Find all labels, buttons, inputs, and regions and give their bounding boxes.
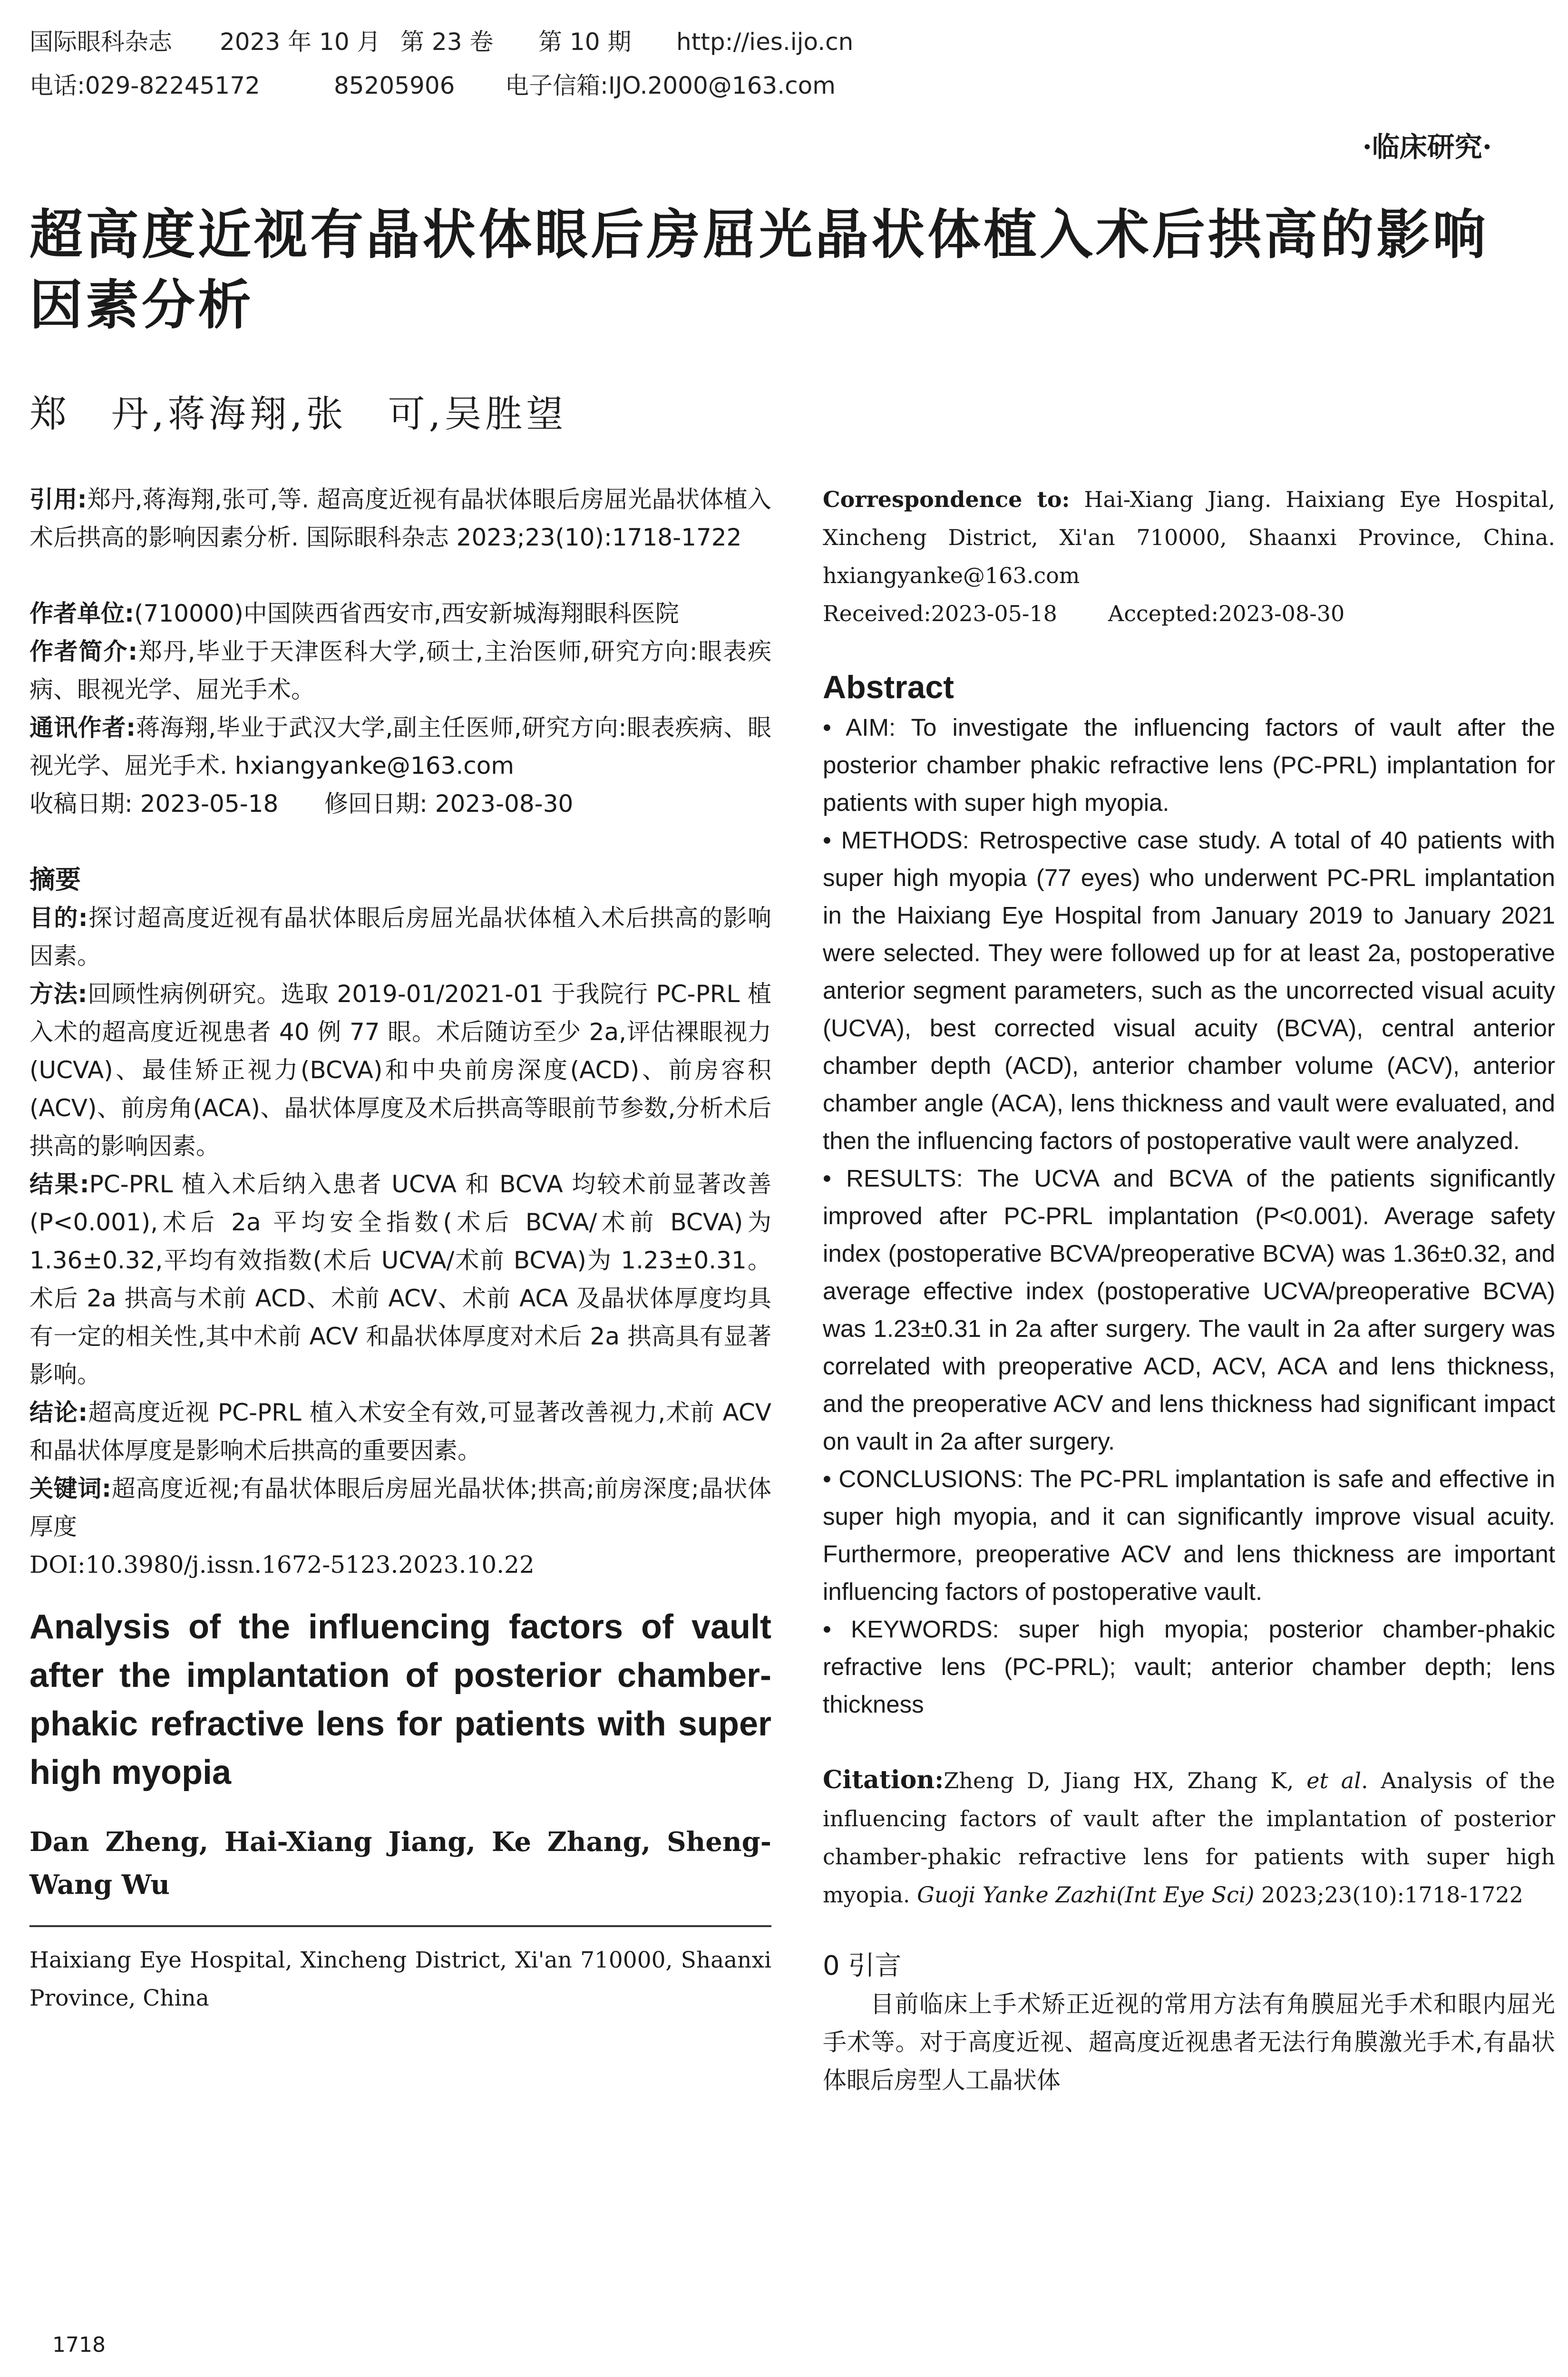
intro-text: 目前临床上手术矫正近视的常用方法有角膜屈光手术和眼内屈光手术等。对于高度近视、超高度近视患者无法行角膜激光手术,有晶状体眼后房型人工晶状体 xyxy=(823,1990,1555,2094)
cn-methods: 方法:回顾性病例研究。选取 2019-01/2021-01 于我院行 PC-PRL 植入术的超高度近视患者 40 例 77 眼。术后随访至少 2a,评估裸眼视力(UCVA)、最佳矫正视力(BCVA)和中央前房深度(ACD)、前房容积(ACV)、前房角(ACA)、晶状体厚度及术后拱高等眼前节参数,分析术后拱高的影响因素。 xyxy=(29,980,771,1160)
cite-block: 引用:郑丹,蒋海翔,张可,等. 超高度近视有晶状体眼后房屈光晶状体植入术后拱高的影响因素分析. 国际眼科杂志 2023;23(10):1718-1722 xyxy=(29,486,772,551)
dates: 收稿日期: 2023-05-18 修回日期: 2023-08-30 xyxy=(29,790,574,818)
english-affiliation: Haixiang Eye Hospital, Xincheng District, Xi'an 710000, Shaanxi Province, China xyxy=(29,1947,771,2011)
phone: 电话:029-82245172 xyxy=(29,72,260,99)
page-number: 1718 xyxy=(52,2333,106,2357)
cn-keywords: 关键词:超高度近视;有晶状体眼后房屈光晶状体;拱高;前房深度;晶状体厚度 xyxy=(29,1475,771,1540)
issue-date: 2023 年 10 月 xyxy=(220,28,381,56)
paper-title: 超高度近视有晶状体眼后房屈光晶状体植入术后拱高的影响因素分析 xyxy=(29,204,1489,336)
journal-header-line1 xyxy=(29,23,853,57)
cn-conclusion: 结论:超高度近视 PC-PRL 植入术安全有效,可显著改善视力,术前 ACV 和晶状体厚度是影响术后拱高的重要因素。 xyxy=(29,1399,771,1464)
author-list: 郑 丹,蒋海翔,张 可,吴胜望 xyxy=(29,393,567,436)
doi[interactable]: DOI:10.3980/j.issn.1672-5123.2023.10.22 xyxy=(29,1551,535,1578)
cn-results: 结果:PC-PRL 植入术后纳入患者 UCVA 和 BCVA 均较术前显著改善(P<0.001),术后 2a 平均安全指数(术后 BCVA/术前 BCVA)为 1.36±0.32,平均有效指数(术后 UCVA/术前 BCVA)为 1.23±0.31。术后 2a 拱高与术前 ACD、术前 ACV、术前 ACA 及晶状体厚度均具有一定的相关性,其中术前 ACV 和晶状体厚度对术后 2a 拱高具有显著影响。 xyxy=(29,1170,772,1388)
volume: 第 23 卷 xyxy=(400,28,494,56)
author-unit: 作者单位:(710000)中国陕西省西安市,西安新城海翔眼科医院 xyxy=(29,600,679,627)
abstract-aim: • AIM: To investigate the influencing factors of vault after the posterior chamber phakic refractive lens (PC-PRL) implantation for patients with super high myopia. xyxy=(823,714,1555,816)
journal-header-line2 xyxy=(29,67,836,101)
journal-email[interactable]: 电子信箱:IJO.2000@163.com xyxy=(505,72,836,99)
abstract-heading: Abstract xyxy=(823,669,954,705)
phone-2: 85205906 xyxy=(334,72,455,99)
section-tag: ·临床研究· xyxy=(1362,131,1492,163)
cn-abstract-heading: 摘要 xyxy=(29,865,81,895)
abstract-conclusions: • CONCLUSIONS: The PC-PRL implantation is safe and effective in super high myopia, and it can significantly improve visual acuity. Furthermore, preoperative ACV and lens thickness are important influencing factors of postoperative vault. xyxy=(823,1465,1555,1605)
english-title: Analysis of the influencing factors of vault after the implantation of posterior chamber-phakic refractive lens for patients with super high myopia xyxy=(29,1608,771,1792)
abstract-methods: • METHODS: Retrospective case study. A total of 40 patients with super high myopia (77 eyes) who underwent PC-PRL implantation in the Haixiang Eye Hospital from January 2019 to January 2021 were selected. They were followed up for at least 2a, postoperative anterior segment parameters, such as the uncorrected visual acuity (UCVA), best corrected visual acuity (BCVA), central anterior chamber depth (ACD), anterior chamber volume (ACV), anterior chamber angle (ACA), lens thickness and vault were evaluated, and then the influencing factors of postoperative vault were analyzed. xyxy=(823,827,1555,1154)
corresponding-author: 通讯作者:蒋海翔,毕业于武汉大学,副主任医师,研究方向:眼表疾病、眼视光学、屈光手术. hxiangyanke@163.com xyxy=(29,714,772,779)
citation: Citation:Zheng D, Jiang HX, Zhang K, et al. Analysis of the influencing factors of vault after the implantation of posterior chamber-phakic refractive lens for patients with super high myopia. Guoji Yanke Zazhi(Int Eye Sci) 2023;23(10):1718-1722 xyxy=(823,1765,1556,1908)
journal-url[interactable]: http://ies.ijo.cn xyxy=(676,28,854,56)
correspondence: Correspondence to: Hai-Xiang Jiang. Haixiang Eye Hospital, Xincheng District, Xi'an 710000, Shaanxi Province, China. hxiangyanke@163.com xyxy=(823,487,1556,588)
left-column xyxy=(29,480,771,2017)
issue: 第 10 期 xyxy=(538,28,632,56)
right-column xyxy=(823,480,1555,2099)
en-dates: Received:2023-05-18 Accepted:2023-08-30 xyxy=(823,601,1345,626)
abstract-keywords: • KEYWORDS: super high myopia; posterior chamber-phakic refractive lens (PC-PRL); vault; anterior chamber depth; lens thickness xyxy=(823,1616,1556,1718)
divider xyxy=(29,1925,771,1927)
intro-heading: 0 引言 xyxy=(823,1950,902,1981)
cn-aim: 目的:探讨超高度近视有晶状体眼后房屈光晶状体植入术后拱高的影响因素。 xyxy=(29,904,772,970)
abstract-results: • RESULTS: The UCVA and BCVA of the patients significantly improved after PC-PRL implantation (P<0.001). Average safety index (postoperative BCVA/preoperative BCVA) was 1.36±0.32, and average effective index (postoperative UCVA/preoperative BCVA) was 1.23±0.31 in 2a after surgery. The vault in 2a after surgery was correlated with preoperative ACD, ACV, ACA and lens thickness, and the preoperative ACV and lens thickness had significant impact on vault in 2a after surgery. xyxy=(823,1165,1556,1455)
journal-name: 国际眼科杂志 xyxy=(29,28,172,56)
author-bio: 作者简介:郑丹,毕业于天津医科大学,硕士,主治医师,研究方向:眼表疾病、眼视光学、屈光手术。 xyxy=(29,638,771,703)
english-authors: Dan Zheng, Hai-Xiang Jiang, Ke Zhang, Sheng-Wang Wu xyxy=(29,1826,771,1900)
